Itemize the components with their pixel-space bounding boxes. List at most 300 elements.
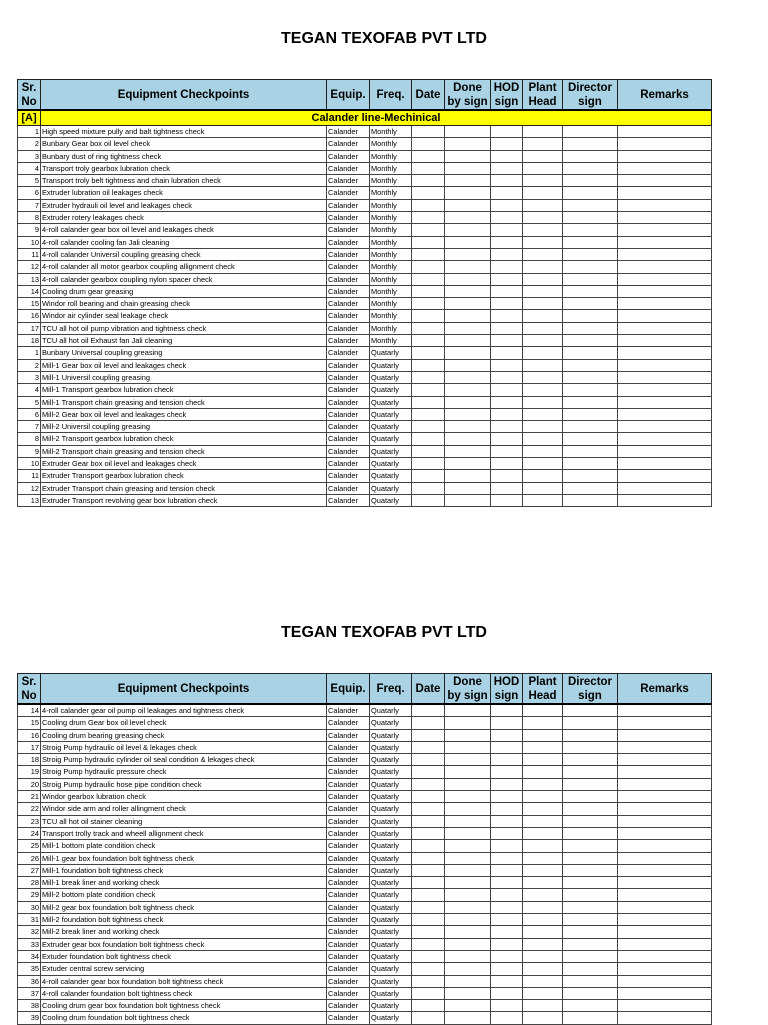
cell-remarks[interactable] (618, 815, 712, 827)
cell-date[interactable] (412, 175, 445, 187)
cell-plant[interactable] (523, 322, 563, 334)
cell-date[interactable] (412, 494, 445, 506)
cell-doneby[interactable] (445, 840, 491, 852)
cell-plant[interactable] (523, 864, 563, 876)
cell-director[interactable] (563, 704, 618, 717)
cell-director[interactable] (563, 975, 618, 987)
cell-director[interactable] (563, 741, 618, 753)
cell-plant[interactable] (523, 470, 563, 482)
cell-director[interactable] (563, 310, 618, 322)
cell-director[interactable] (563, 224, 618, 236)
cell-plant[interactable] (523, 901, 563, 913)
cell-date[interactable] (412, 470, 445, 482)
cell-date[interactable] (412, 384, 445, 396)
cell-hod[interactable] (491, 310, 523, 322)
cell-remarks[interactable] (618, 224, 712, 236)
cell-director[interactable] (563, 778, 618, 790)
cell-remarks[interactable] (618, 371, 712, 383)
cell-director[interactable] (563, 458, 618, 470)
cell-plant[interactable] (523, 791, 563, 803)
cell-doneby[interactable] (445, 1012, 491, 1024)
cell-remarks[interactable] (618, 852, 712, 864)
cell-hod[interactable] (491, 384, 523, 396)
cell-doneby[interactable] (445, 914, 491, 926)
cell-plant[interactable] (523, 975, 563, 987)
cell-plant[interactable] (523, 852, 563, 864)
cell-plant[interactable] (523, 704, 563, 717)
cell-remarks[interactable] (618, 717, 712, 729)
cell-hod[interactable] (491, 162, 523, 174)
cell-doneby[interactable] (445, 741, 491, 753)
cell-plant[interactable] (523, 371, 563, 383)
cell-doneby[interactable] (445, 494, 491, 506)
cell-plant[interactable] (523, 248, 563, 260)
cell-date[interactable] (412, 421, 445, 433)
cell-director[interactable] (563, 285, 618, 297)
cell-plant[interactable] (523, 138, 563, 150)
cell-hod[interactable] (491, 889, 523, 901)
cell-director[interactable] (563, 273, 618, 285)
cell-plant[interactable] (523, 938, 563, 950)
cell-director[interactable] (563, 212, 618, 224)
cell-date[interactable] (412, 914, 445, 926)
cell-director[interactable] (563, 482, 618, 494)
cell-date[interactable] (412, 458, 445, 470)
cell-doneby[interactable] (445, 889, 491, 901)
cell-date[interactable] (412, 926, 445, 938)
cell-hod[interactable] (491, 494, 523, 506)
cell-doneby[interactable] (445, 717, 491, 729)
cell-plant[interactable] (523, 926, 563, 938)
cell-plant[interactable] (523, 963, 563, 975)
cell-director[interactable] (563, 126, 618, 138)
cell-director[interactable] (563, 347, 618, 359)
cell-plant[interactable] (523, 494, 563, 506)
cell-director[interactable] (563, 199, 618, 211)
cell-doneby[interactable] (445, 150, 491, 162)
cell-remarks[interactable] (618, 421, 712, 433)
cell-plant[interactable] (523, 482, 563, 494)
cell-doneby[interactable] (445, 950, 491, 962)
cell-hod[interactable] (491, 359, 523, 371)
cell-date[interactable] (412, 359, 445, 371)
cell-date[interactable] (412, 445, 445, 457)
cell-hod[interactable] (491, 138, 523, 150)
cell-doneby[interactable] (445, 248, 491, 260)
cell-date[interactable] (412, 248, 445, 260)
cell-doneby[interactable] (445, 310, 491, 322)
cell-plant[interactable] (523, 359, 563, 371)
cell-date[interactable] (412, 741, 445, 753)
cell-director[interactable] (563, 396, 618, 408)
cell-doneby[interactable] (445, 803, 491, 815)
cell-date[interactable] (412, 1000, 445, 1012)
cell-date[interactable] (412, 840, 445, 852)
cell-remarks[interactable] (618, 138, 712, 150)
cell-remarks[interactable] (618, 162, 712, 174)
cell-remarks[interactable] (618, 926, 712, 938)
cell-director[interactable] (563, 408, 618, 420)
cell-remarks[interactable] (618, 963, 712, 975)
cell-plant[interactable] (523, 914, 563, 926)
cell-hod[interactable] (491, 877, 523, 889)
cell-director[interactable] (563, 150, 618, 162)
cell-director[interactable] (563, 938, 618, 950)
cell-date[interactable] (412, 766, 445, 778)
cell-hod[interactable] (491, 901, 523, 913)
cell-director[interactable] (563, 901, 618, 913)
cell-plant[interactable] (523, 199, 563, 211)
cell-plant[interactable] (523, 803, 563, 815)
cell-date[interactable] (412, 162, 445, 174)
cell-director[interactable] (563, 248, 618, 260)
cell-plant[interactable] (523, 347, 563, 359)
cell-hod[interactable] (491, 754, 523, 766)
cell-doneby[interactable] (445, 175, 491, 187)
cell-plant[interactable] (523, 950, 563, 962)
cell-hod[interactable] (491, 926, 523, 938)
cell-date[interactable] (412, 236, 445, 248)
cell-hod[interactable] (491, 224, 523, 236)
cell-hod[interactable] (491, 864, 523, 876)
cell-date[interactable] (412, 187, 445, 199)
cell-director[interactable] (563, 827, 618, 839)
cell-hod[interactable] (491, 261, 523, 273)
cell-remarks[interactable] (618, 778, 712, 790)
cell-director[interactable] (563, 852, 618, 864)
cell-plant[interactable] (523, 396, 563, 408)
cell-doneby[interactable] (445, 729, 491, 741)
cell-hod[interactable] (491, 347, 523, 359)
cell-doneby[interactable] (445, 359, 491, 371)
cell-date[interactable] (412, 950, 445, 962)
cell-director[interactable] (563, 791, 618, 803)
cell-hod[interactable] (491, 175, 523, 187)
cell-doneby[interactable] (445, 347, 491, 359)
cell-doneby[interactable] (445, 975, 491, 987)
cell-doneby[interactable] (445, 815, 491, 827)
cell-director[interactable] (563, 421, 618, 433)
cell-doneby[interactable] (445, 224, 491, 236)
cell-remarks[interactable] (618, 285, 712, 297)
cell-remarks[interactable] (618, 827, 712, 839)
cell-remarks[interactable] (618, 754, 712, 766)
cell-hod[interactable] (491, 803, 523, 815)
cell-director[interactable] (563, 371, 618, 383)
cell-plant[interactable] (523, 236, 563, 248)
cell-plant[interactable] (523, 421, 563, 433)
cell-remarks[interactable] (618, 975, 712, 987)
cell-hod[interactable] (491, 236, 523, 248)
cell-remarks[interactable] (618, 914, 712, 926)
cell-remarks[interactable] (618, 273, 712, 285)
cell-doneby[interactable] (445, 298, 491, 310)
cell-remarks[interactable] (618, 359, 712, 371)
cell-hod[interactable] (491, 187, 523, 199)
cell-hod[interactable] (491, 199, 523, 211)
cell-director[interactable] (563, 963, 618, 975)
cell-doneby[interactable] (445, 384, 491, 396)
cell-remarks[interactable] (618, 877, 712, 889)
cell-doneby[interactable] (445, 791, 491, 803)
cell-remarks[interactable] (618, 889, 712, 901)
cell-doneby[interactable] (445, 852, 491, 864)
cell-date[interactable] (412, 150, 445, 162)
cell-hod[interactable] (491, 938, 523, 950)
cell-date[interactable] (412, 408, 445, 420)
cell-doneby[interactable] (445, 261, 491, 273)
cell-date[interactable] (412, 322, 445, 334)
cell-hod[interactable] (491, 212, 523, 224)
cell-hod[interactable] (491, 1000, 523, 1012)
cell-date[interactable] (412, 310, 445, 322)
cell-plant[interactable] (523, 335, 563, 347)
cell-remarks[interactable] (618, 950, 712, 962)
cell-director[interactable] (563, 138, 618, 150)
cell-plant[interactable] (523, 741, 563, 753)
cell-date[interactable] (412, 224, 445, 236)
cell-remarks[interactable] (618, 236, 712, 248)
cell-remarks[interactable] (618, 482, 712, 494)
cell-remarks[interactable] (618, 741, 712, 753)
cell-director[interactable] (563, 187, 618, 199)
cell-director[interactable] (563, 433, 618, 445)
cell-doneby[interactable] (445, 987, 491, 999)
cell-director[interactable] (563, 803, 618, 815)
cell-remarks[interactable] (618, 494, 712, 506)
cell-date[interactable] (412, 433, 445, 445)
cell-director[interactable] (563, 987, 618, 999)
cell-plant[interactable] (523, 840, 563, 852)
cell-director[interactable] (563, 494, 618, 506)
cell-remarks[interactable] (618, 840, 712, 852)
cell-doneby[interactable] (445, 864, 491, 876)
cell-director[interactable] (563, 889, 618, 901)
cell-director[interactable] (563, 729, 618, 741)
cell-doneby[interactable] (445, 421, 491, 433)
cell-date[interactable] (412, 285, 445, 297)
cell-date[interactable] (412, 396, 445, 408)
cell-date[interactable] (412, 704, 445, 717)
cell-director[interactable] (563, 322, 618, 334)
cell-date[interactable] (412, 901, 445, 913)
cell-remarks[interactable] (618, 1012, 712, 1024)
cell-remarks[interactable] (618, 704, 712, 717)
cell-doneby[interactable] (445, 827, 491, 839)
cell-date[interactable] (412, 877, 445, 889)
cell-remarks[interactable] (618, 310, 712, 322)
cell-director[interactable] (563, 445, 618, 457)
cell-remarks[interactable] (618, 212, 712, 224)
cell-remarks[interactable] (618, 150, 712, 162)
cell-hod[interactable] (491, 396, 523, 408)
cell-date[interactable] (412, 754, 445, 766)
cell-doneby[interactable] (445, 470, 491, 482)
cell-hod[interactable] (491, 704, 523, 717)
cell-doneby[interactable] (445, 901, 491, 913)
cell-director[interactable] (563, 384, 618, 396)
cell-date[interactable] (412, 938, 445, 950)
cell-doneby[interactable] (445, 445, 491, 457)
cell-remarks[interactable] (618, 199, 712, 211)
cell-director[interactable] (563, 815, 618, 827)
cell-hod[interactable] (491, 987, 523, 999)
cell-doneby[interactable] (445, 236, 491, 248)
cell-doneby[interactable] (445, 335, 491, 347)
cell-plant[interactable] (523, 261, 563, 273)
cell-director[interactable] (563, 162, 618, 174)
cell-doneby[interactable] (445, 938, 491, 950)
cell-plant[interactable] (523, 458, 563, 470)
cell-hod[interactable] (491, 1012, 523, 1024)
cell-hod[interactable] (491, 371, 523, 383)
cell-doneby[interactable] (445, 926, 491, 938)
cell-date[interactable] (412, 199, 445, 211)
cell-plant[interactable] (523, 1012, 563, 1024)
cell-doneby[interactable] (445, 285, 491, 297)
cell-doneby[interactable] (445, 138, 491, 150)
cell-doneby[interactable] (445, 963, 491, 975)
cell-director[interactable] (563, 175, 618, 187)
cell-plant[interactable] (523, 1000, 563, 1012)
cell-director[interactable] (563, 877, 618, 889)
cell-doneby[interactable] (445, 273, 491, 285)
cell-doneby[interactable] (445, 371, 491, 383)
cell-date[interactable] (412, 852, 445, 864)
cell-remarks[interactable] (618, 261, 712, 273)
cell-hod[interactable] (491, 778, 523, 790)
cell-plant[interactable] (523, 987, 563, 999)
cell-remarks[interactable] (618, 298, 712, 310)
cell-doneby[interactable] (445, 322, 491, 334)
cell-plant[interactable] (523, 445, 563, 457)
cell-hod[interactable] (491, 741, 523, 753)
cell-date[interactable] (412, 138, 445, 150)
cell-remarks[interactable] (618, 470, 712, 482)
cell-date[interactable] (412, 371, 445, 383)
cell-director[interactable] (563, 766, 618, 778)
cell-date[interactable] (412, 975, 445, 987)
cell-hod[interactable] (491, 458, 523, 470)
cell-remarks[interactable] (618, 938, 712, 950)
cell-remarks[interactable] (618, 729, 712, 741)
cell-doneby[interactable] (445, 704, 491, 717)
cell-hod[interactable] (491, 273, 523, 285)
cell-hod[interactable] (491, 950, 523, 962)
cell-director[interactable] (563, 950, 618, 962)
cell-hod[interactable] (491, 815, 523, 827)
cell-doneby[interactable] (445, 162, 491, 174)
cell-date[interactable] (412, 889, 445, 901)
cell-hod[interactable] (491, 914, 523, 926)
cell-hod[interactable] (491, 840, 523, 852)
cell-remarks[interactable] (618, 322, 712, 334)
cell-director[interactable] (563, 236, 618, 248)
cell-director[interactable] (563, 359, 618, 371)
cell-remarks[interactable] (618, 458, 712, 470)
cell-remarks[interactable] (618, 408, 712, 420)
cell-hod[interactable] (491, 470, 523, 482)
cell-remarks[interactable] (618, 175, 712, 187)
cell-hod[interactable] (491, 827, 523, 839)
cell-hod[interactable] (491, 975, 523, 987)
cell-remarks[interactable] (618, 384, 712, 396)
cell-remarks[interactable] (618, 396, 712, 408)
cell-director[interactable] (563, 914, 618, 926)
cell-hod[interactable] (491, 445, 523, 457)
cell-date[interactable] (412, 1012, 445, 1024)
cell-remarks[interactable] (618, 335, 712, 347)
cell-date[interactable] (412, 778, 445, 790)
cell-remarks[interactable] (618, 791, 712, 803)
cell-plant[interactable] (523, 754, 563, 766)
cell-remarks[interactable] (618, 803, 712, 815)
cell-plant[interactable] (523, 212, 563, 224)
cell-plant[interactable] (523, 285, 563, 297)
cell-doneby[interactable] (445, 877, 491, 889)
cell-plant[interactable] (523, 877, 563, 889)
cell-director[interactable] (563, 335, 618, 347)
cell-doneby[interactable] (445, 482, 491, 494)
cell-date[interactable] (412, 827, 445, 839)
cell-doneby[interactable] (445, 408, 491, 420)
cell-date[interactable] (412, 261, 445, 273)
cell-plant[interactable] (523, 162, 563, 174)
cell-hod[interactable] (491, 421, 523, 433)
cell-hod[interactable] (491, 852, 523, 864)
cell-date[interactable] (412, 864, 445, 876)
cell-hod[interactable] (491, 322, 523, 334)
cell-date[interactable] (412, 212, 445, 224)
cell-doneby[interactable] (445, 754, 491, 766)
cell-plant[interactable] (523, 224, 563, 236)
cell-remarks[interactable] (618, 766, 712, 778)
cell-date[interactable] (412, 273, 445, 285)
cell-plant[interactable] (523, 187, 563, 199)
cell-plant[interactable] (523, 778, 563, 790)
cell-director[interactable] (563, 470, 618, 482)
cell-remarks[interactable] (618, 445, 712, 457)
cell-date[interactable] (412, 126, 445, 138)
cell-hod[interactable] (491, 482, 523, 494)
cell-plant[interactable] (523, 815, 563, 827)
cell-date[interactable] (412, 717, 445, 729)
cell-hod[interactable] (491, 717, 523, 729)
cell-plant[interactable] (523, 408, 563, 420)
cell-hod[interactable] (491, 408, 523, 420)
cell-plant[interactable] (523, 433, 563, 445)
cell-doneby[interactable] (445, 199, 491, 211)
cell-hod[interactable] (491, 729, 523, 741)
cell-remarks[interactable] (618, 433, 712, 445)
cell-director[interactable] (563, 754, 618, 766)
cell-hod[interactable] (491, 150, 523, 162)
cell-hod[interactable] (491, 335, 523, 347)
cell-plant[interactable] (523, 150, 563, 162)
cell-director[interactable] (563, 840, 618, 852)
cell-date[interactable] (412, 963, 445, 975)
cell-remarks[interactable] (618, 864, 712, 876)
cell-director[interactable] (563, 864, 618, 876)
cell-director[interactable] (563, 298, 618, 310)
cell-doneby[interactable] (445, 126, 491, 138)
cell-date[interactable] (412, 815, 445, 827)
cell-plant[interactable] (523, 717, 563, 729)
cell-doneby[interactable] (445, 187, 491, 199)
cell-plant[interactable] (523, 273, 563, 285)
cell-director[interactable] (563, 261, 618, 273)
cell-director[interactable] (563, 1012, 618, 1024)
